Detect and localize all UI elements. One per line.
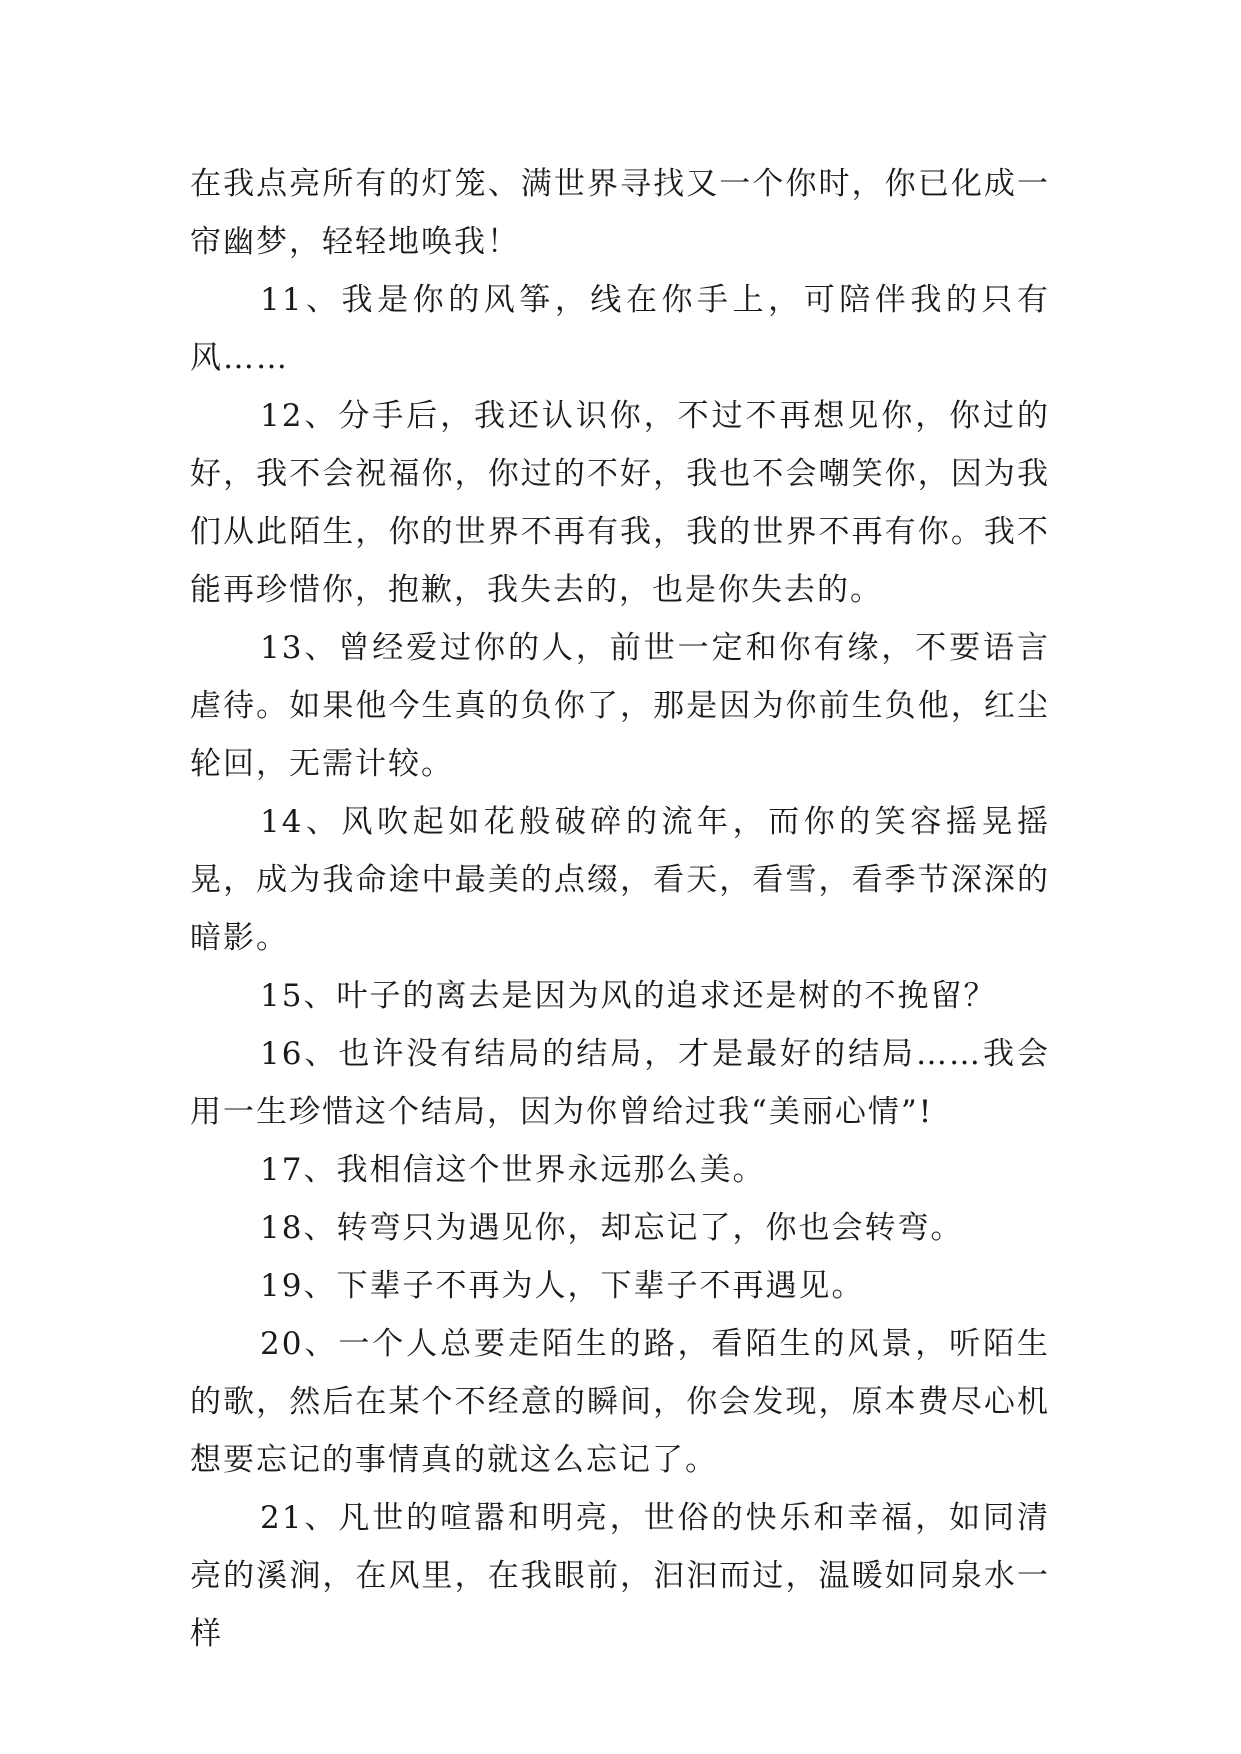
paragraph-19: 19、下辈子不再为人，下辈子不再遇见。	[260, 1268, 865, 1304]
paragraph-11: 11、我是你的风筝，线在你手上，可陪伴我的只有风……	[190, 282, 1050, 376]
paragraph-17: 17、我相信这个世界永远那么美。	[260, 1152, 766, 1188]
paragraph-14: 14、风吹起如花般破碎的流年，而你的笑容摇晃摇晃，成为我命途中最美的点缀，看天，看雪，看季节深深的暗影。	[190, 804, 1050, 956]
paragraph-13: 13、曾经爱过你的人，前世一定和你有缘，不要语言虐待。如果他今生真的负你了，那是因为你前生负他，红尘轮回，无需计较。	[190, 630, 1050, 782]
paragraph-12: 12、分手后，我还认识你，不过不再想见你，你过的好，我不会祝福你，你过的不好，我也不会嘲笑你，因为我们从此陌生，你的世界不再有我，我的世界不再有你。我不能再珍惜你，抱歉，我失去的，也是你失去的。	[190, 398, 1050, 608]
paragraph-continued: 在我点亮所有的灯笼、满世界寻找又一个你时，你已化成一帘幽梦，轻轻地唤我！	[190, 166, 1050, 260]
paragraph-15: 15、叶子的离去是因为风的追求还是树的不挽留？	[260, 978, 997, 1014]
paragraph-20: 20、一个人总要走陌生的路，看陌生的风景，听陌生的歌，然后在某个不经意的瞬间，你会发现，原本费尽心机想要忘记的事情真的就这么忘记了。	[190, 1326, 1050, 1478]
paragraph-18: 18、转弯只为遇见你，却忘记了，你也会转弯。	[260, 1210, 964, 1246]
document-body	[190, 155, 1050, 1663]
paragraph-21: 21、凡世的喧嚣和明亮，世俗的快乐和幸福，如同清亮的溪涧，在风里，在我眼前，汩汩而过，温暖如同泉水一样	[190, 1500, 1050, 1652]
paragraph-16: 16、也许没有结局的结局，才是最好的结局……我会用一生珍惜这个结局，因为你曾给过我“美丽心情”!	[190, 1036, 1050, 1130]
